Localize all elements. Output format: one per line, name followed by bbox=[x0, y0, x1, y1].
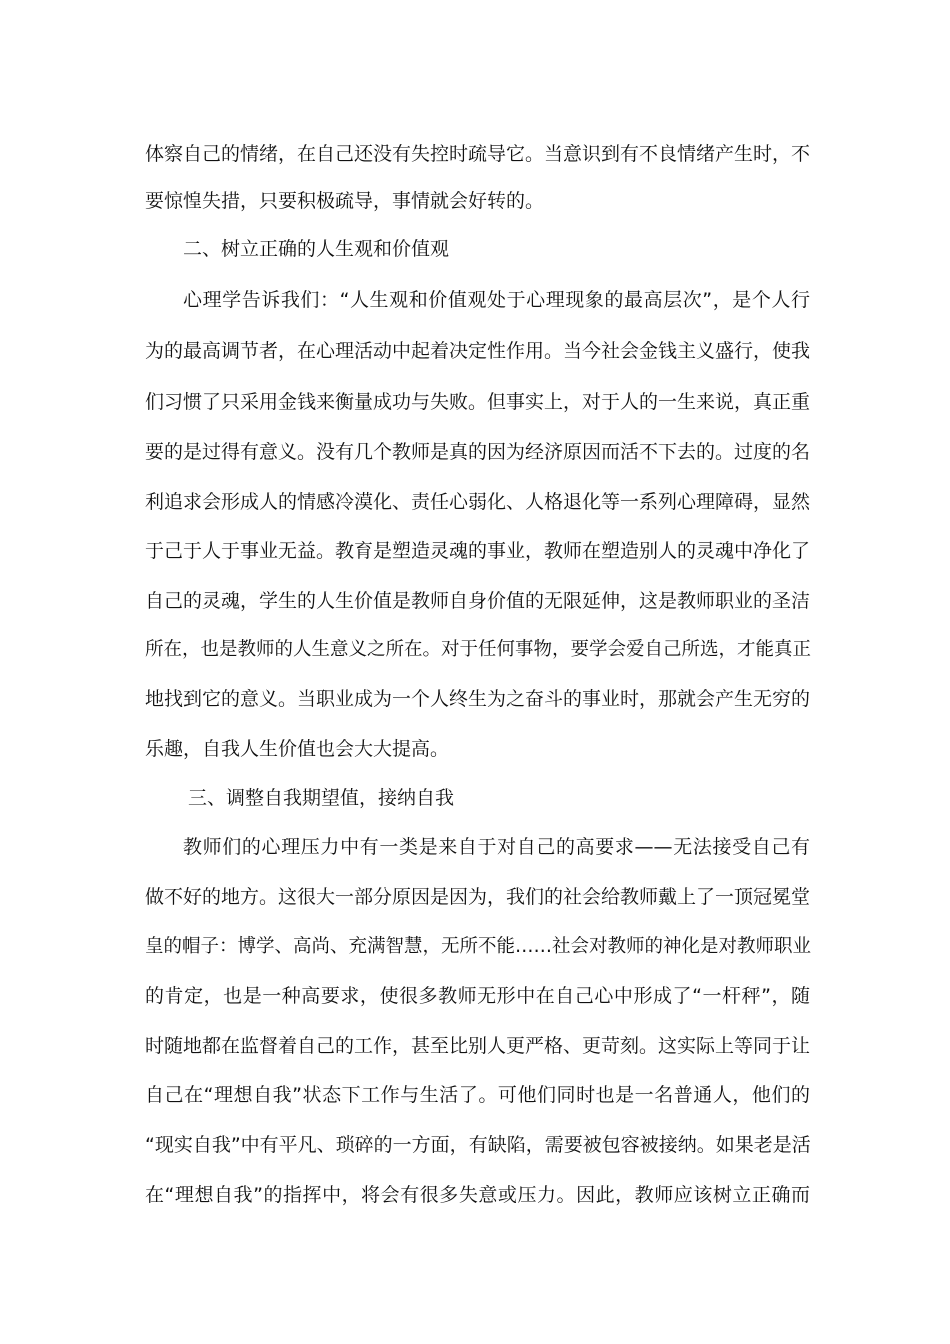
paragraph-line: 要的是过得有意义。没有几个教师是真的因为经济原因而活不下去的。过度的名 bbox=[145, 441, 811, 463]
paragraph-line: 体察自己的情绪，在自己还没有失控时疏导它。当意识到有不良情绪产生时，不 bbox=[145, 143, 811, 165]
paragraph-line: 自己在“理想自我”状态下工作与生活了。可他们同时也是一名普通人，他们的 bbox=[145, 1084, 810, 1106]
paragraph-line: 于己于人于事业无益。教育是塑造灵魂的事业，教师在塑造别人的灵魂中净化了 bbox=[145, 540, 811, 562]
section-heading: 二、树立正确的人生观和价值观 bbox=[183, 238, 450, 260]
paragraph-line: 的肯定，也是一种高要求，使很多教师无形中在自己心中形成了“一杆秤”，随 bbox=[145, 985, 810, 1007]
paragraph-line: 在“理想自我”的指挥中，将会有很多失意或压力。因此，教师应该树立正确而 bbox=[145, 1184, 810, 1206]
paragraph-line: 利追求会形成人的情感冷漠化、责任心弱化、人格退化等一系列心理障碍，显然 bbox=[145, 491, 811, 513]
paragraph-line: 皇的帽子：博学、高尚、充满智慧，无所不能……社会对教师的神化是对教师职业 bbox=[145, 936, 812, 957]
paragraph-line: 乐趣，自我人生价值也会大大提高。 bbox=[145, 738, 450, 760]
paragraph-line: 所在，也是教师的人生意义之所在。对于任何事物，要学会爱自己所选，才能真正 bbox=[145, 639, 812, 660]
paragraph-line: 要惊惶失措，只要积极疏导，事情就会好转的。 bbox=[145, 190, 545, 212]
paragraph-line: 时随地都在监督着自己的工作，甚至比别人更严格、更苛刻。这实际上等同于让 bbox=[145, 1035, 811, 1057]
section-heading: 三、调整自我期望值，接纳自我 bbox=[188, 787, 455, 809]
paragraph-line: “现实自我”中有平凡、琐碎的一方面，有缺陷，需要被包容被接纳。如果老是活 bbox=[145, 1134, 811, 1156]
paragraph-line: 们习惯了只采用金钱来衡量成功与失败。但事实上，对于人的一生来说，真正重 bbox=[145, 391, 811, 413]
paragraph-line: 地找到它的意义。当职业成为一个人终生为之奋斗的事业时，那就会产生无穷的 bbox=[145, 688, 811, 710]
paragraph-line: 教师们的心理压力中有一类是来自于对自己的高要求——无法接受自己有 bbox=[183, 836, 810, 858]
paragraph-line: 做不好的地方。这很大一部分原因是因为，我们的社会给教师戴上了一顶冠冕堂 bbox=[145, 886, 811, 908]
paragraph-line: 心理学告诉我们：“人生观和价值观处于心理现象的最高层次”，是个人行 bbox=[183, 289, 810, 311]
paragraph-line: 为的最高调节者，在心理活动中起着决定性作用。当今社会金钱主义盛行，使我 bbox=[145, 340, 811, 362]
paragraph-line: 自己的灵魂，学生的人生价值是教师自身价值的无限延伸，这是教师职业的圣洁 bbox=[145, 590, 811, 612]
